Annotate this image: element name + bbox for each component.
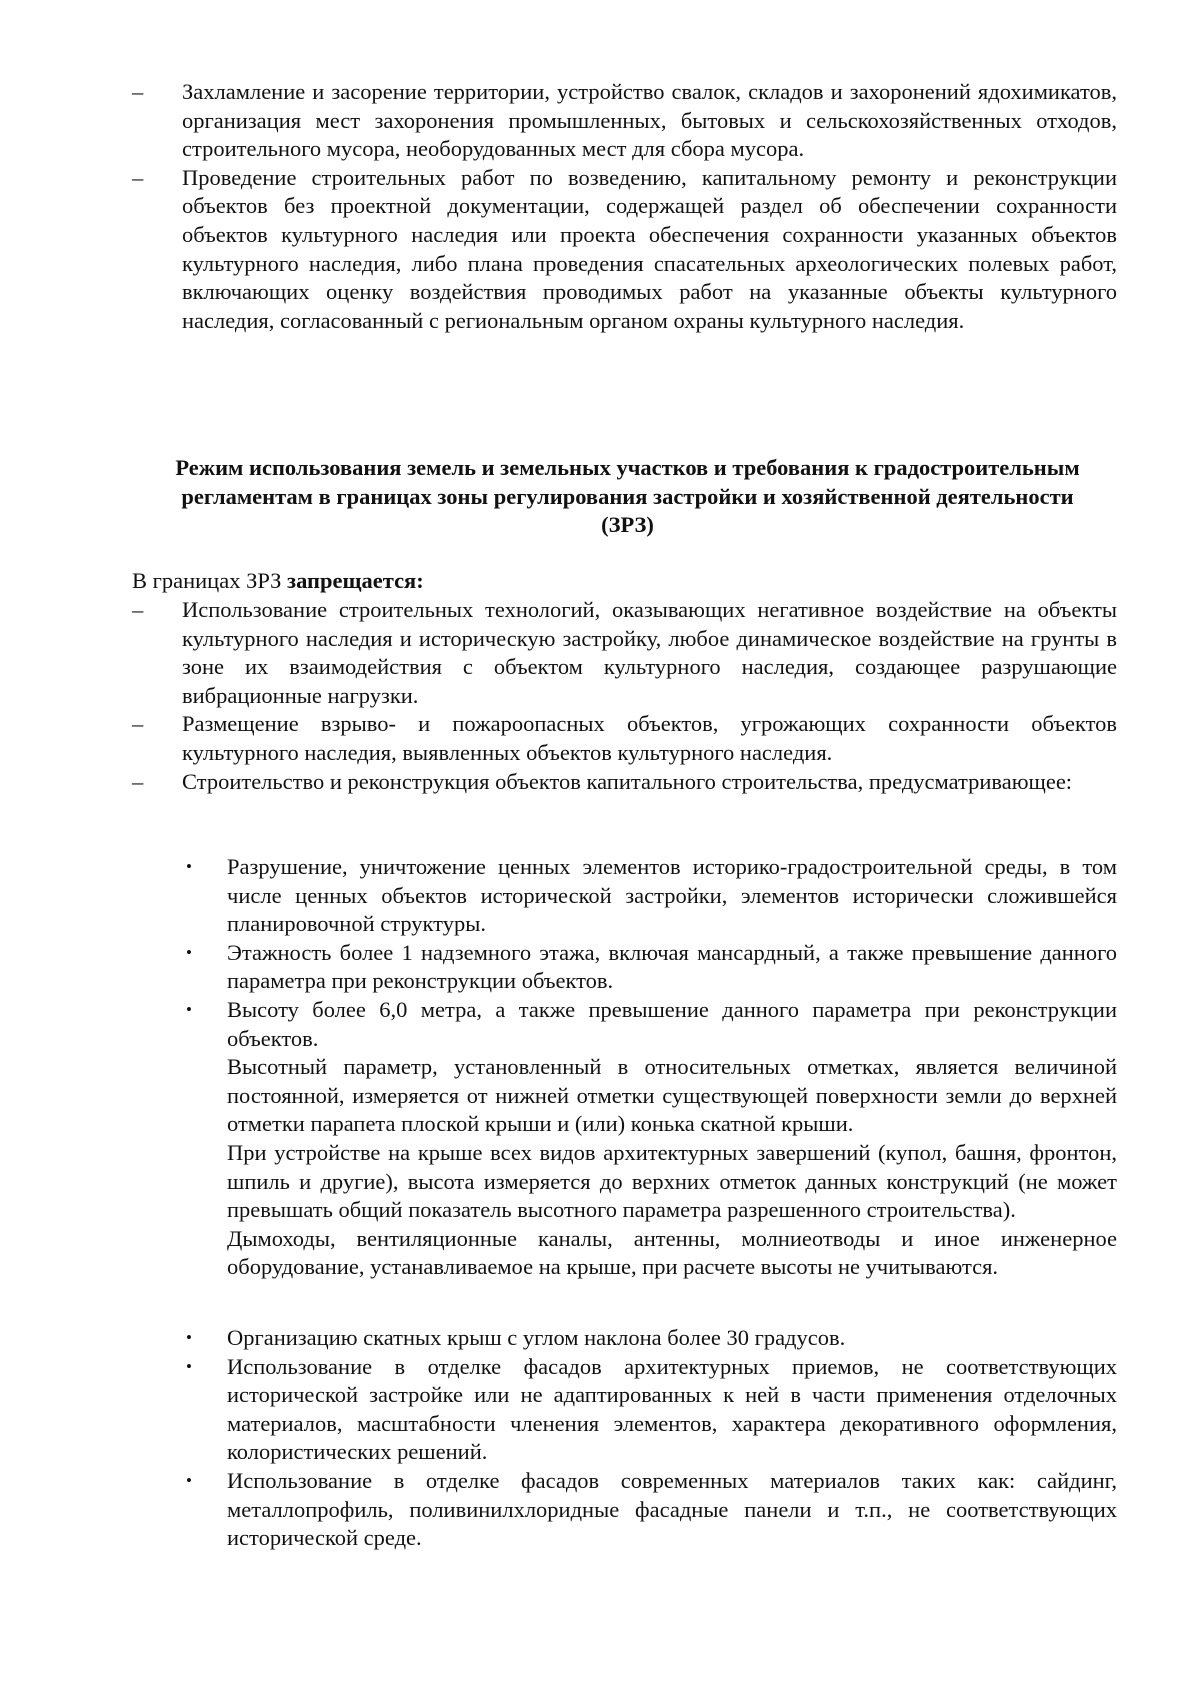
bullet-marker: • — [186, 1328, 192, 1347]
list-item-text: Использование строительных технологий, оказывающих негативное воздействие на объекты культурного наследия и историческую застройку, любое динамическое воздействие на грунты в зоне их взаимодействия с объектом культурного наследия, создающее разрушающие вибрационные нагрузки. — [182, 597, 1117, 708]
bullet-item-text: Организацию скатных крыш с углом наклона более 30 градусов. — [227, 1325, 846, 1350]
bullet-item-text: Разрушение, уничтожение ценных элементов историко-градостроительной среды, в том числе ценных объектов исторической застройки, элементов исторически сложившейся планировочной структуры. — [227, 854, 1117, 937]
dash-marker: – — [132, 597, 144, 622]
bullet-item — [0, 996, 1117, 1053]
height-note: При устройстве на крыше всех видов архитектурных завершений (купол, башня, фронтон, шпиль и другие), высота измеряется до верхних отметок данных конструкций (не может превышать общий показатель высотного параметра разрешенного строительства). — [227, 1139, 1117, 1223]
bullet-item-text: Использование в отделке фасадов архитектурных приемов, не соответствующих исторической застройке или не адаптированных к ней в части применения отделочных материалов, масштабности членения элементов, характера декоративного оформления, колористических решений. — [227, 1353, 1117, 1465]
list-item — [0, 710, 1117, 767]
bullet-item — [0, 1467, 1117, 1553]
list-item-text: Размещение взрыво- и пожароопасных объектов, угрожающих сохранности объектов культурного наследия, выявленных объектов культурного наследия. — [182, 711, 1117, 765]
bullet-marker: • — [186, 999, 192, 1019]
list-item — [0, 164, 1117, 336]
dash-marker: – — [132, 79, 144, 104]
bullet-item-text: Использование в отделке фасадов современных материалов таких как: сайдинг, металлопрофиль, поливинилхлоридные фасадные панели и т.п., не соответствующих исторической среде. — [227, 1467, 1117, 1551]
bullet-item-text: Высоту более 6,0 метра, а также превышение данного параметра при реконструкции объектов. — [227, 996, 1117, 1051]
bullet-item-text: Этажность более 1 надземного этажа, включая мансардный, а также превышение данного параметра при реконструкции объектов. — [227, 939, 1117, 994]
list-item-text: Строительство и реконструкция объектов капитального строительства, предусматривающее: — [182, 768, 1073, 794]
section-title: Режим использования земель и земельных участков и требования к градостроительным регламентам в границах зоны регулирования застройки и хозяйственной деятельности (ЗРЗ) — [175, 455, 1080, 538]
bullet-marker: • — [186, 1470, 192, 1490]
dash-marker: – — [132, 711, 144, 737]
intro-text: В границах ЗРЗ — [132, 568, 288, 593]
height-note: Высотный параметр, установленный в относительных отметках, является величиной постоянной, измеряется от нижней отметки существующей поверхности земли до верхней отметки парапета плоской крыши и (или) конька скатной крыши. — [227, 1054, 1117, 1137]
height-note: Дымоходы, вентиляционные каналы, антенны, молниеотводы и иное инженерное оборудование, устанавливаемое на крыше, при расчете высоты не учитываются. — [227, 1225, 1117, 1280]
list-item — [0, 596, 1117, 710]
construction-bullets-a — [0, 853, 1200, 1282]
bullet-item — [0, 1353, 1117, 1467]
dash-marker: – — [132, 164, 144, 190]
list-item-text: Захламление и засорение территории, устройство свалок, складов и захоронений ядохимикатов, организация мест захоронения промышленных, бытовых и сельскохозяйственных отходов, строительного мусора, необорудованных мест для сбора мусора. — [182, 79, 1117, 162]
list-item — [0, 768, 1117, 797]
section-intro — [132, 567, 1117, 596]
bullet-marker: • — [186, 1356, 192, 1376]
bullet-marker: • — [186, 857, 192, 876]
dash-marker: – — [132, 768, 144, 794]
construction-bullets-b — [0, 1324, 1200, 1553]
list-item-text: Проведение строительных работ по возведению, капитальному ремонту и реконструкции объектов без проектной документации, содержащей раздел об обеспечении сохранности объектов культурного наследия или проекта обеспечения сохранности указанных объектов культурного наследия, либо плана проведения спасательных археологических полевых работ, включающих оценку воздействия проводимых работ на указанные объекты культурного наследия, согласованный с региональным органом охраны культурного наследия. — [182, 164, 1117, 333]
top-prohibitions-list — [0, 78, 1200, 335]
bullet-item — [0, 939, 1117, 996]
bullet-item — [0, 853, 1117, 939]
intro-emphasis: запрещается: — [287, 568, 424, 593]
zrz-prohibitions-list — [0, 596, 1200, 796]
bullet-marker: • — [186, 942, 192, 962]
list-item — [0, 78, 1117, 164]
bullet-item — [0, 1324, 1117, 1353]
